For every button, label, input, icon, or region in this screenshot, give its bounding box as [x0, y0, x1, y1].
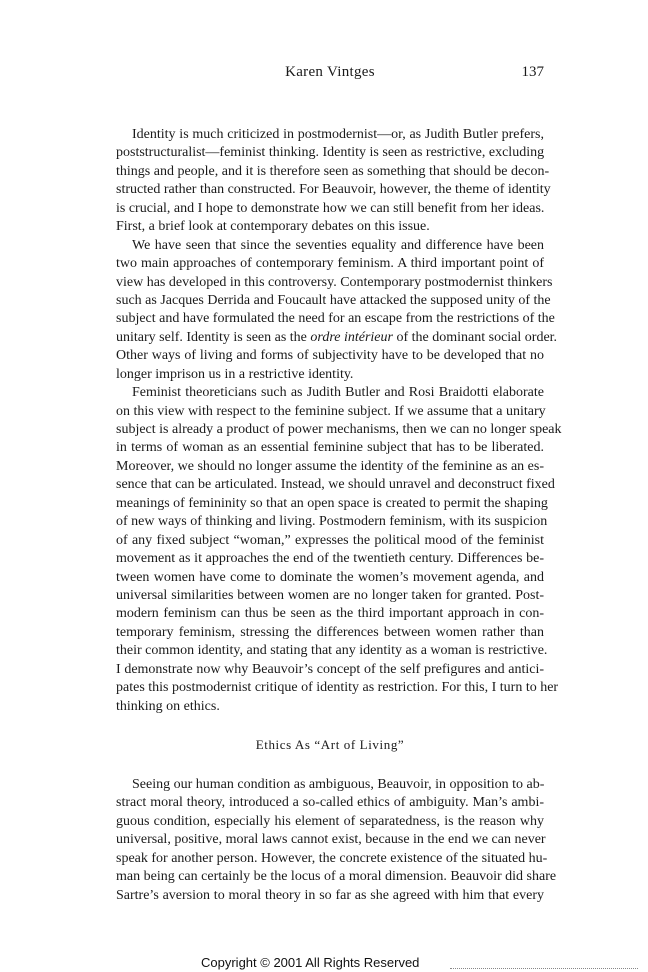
- copyright-notice: Copyright © 2001 All Rights Reserved: [201, 955, 420, 970]
- section-heading: Ethics As “Art of Living”: [255, 737, 405, 752]
- text-line-start: unitary self. Identity is seen as the: [116, 329, 307, 345]
- text-line: universal, positive, moral laws cannot exist, because in the end we can never: [116, 832, 546, 848]
- text-line: is crucial, and I hope to demonstrate how we can still benefit from her ideas.: [116, 200, 545, 216]
- text-line: speak for another person. However, the concrete existence of the situated hu-: [116, 850, 548, 866]
- text-line-with-italic: [116, 329, 558, 347]
- text-line: in terms of woman as an essential feminine subject that has to be liberated.: [116, 440, 544, 456]
- text-line: things and people, and it is therefore seen as something that should be decon-: [116, 163, 550, 179]
- text-line: of new ways of thinking and living. Postmodern feminism, with its suspicion: [116, 514, 548, 530]
- text-line-end: of the dominant social order.: [392, 329, 558, 345]
- text-line: of any fixed subject “woman,” expresses the political mood of the feminist: [116, 532, 544, 548]
- text-line: stract moral theory, introduced a so-called ethics of ambiguity. Man’s ambi-: [116, 795, 544, 811]
- text-line: Feminist theoreticians such as Judith Butler and Rosi Braidotti elaborate: [132, 385, 544, 401]
- text-line: movement as it approaches the end of the twentieth century. Differences be-: [116, 551, 544, 567]
- italic-phrase: ordre intérieur: [310, 329, 393, 345]
- text-line: subject is already a product of power mechanisms, then we can no longer speak: [116, 422, 562, 437]
- text-line: Seeing our human condition as ambiguous, Beauvoir, in opposition to ab-: [132, 777, 545, 792]
- running-head-author: Karen Vintges: [285, 64, 375, 80]
- text-line: universal similarities between women are no longer taken for granted. Post-: [116, 587, 544, 603]
- footer-dotted-rule: [450, 968, 638, 969]
- text-line: sence that can be articulated. Instead, we should unravel and deconstruct fixed: [116, 477, 555, 493]
- page-number: 137: [521, 64, 544, 80]
- text-line: their common identity, and stating that any identity as a woman is restrictive.: [116, 643, 548, 659]
- text-line: two main approaches of contemporary feminism. A third important point of: [116, 256, 544, 272]
- text-line: Sartre’s aversion to moral theory in so far as she agreed with him that every: [116, 887, 544, 903]
- text-line: Other ways of living and forms of subjectivity have to be developed that no: [116, 348, 544, 364]
- text-line: such as Jacques Derrida and Foucault have attacked the supposed unity of the: [116, 292, 551, 308]
- text-line: We have seen that since the seventies equality and difference have been: [132, 237, 544, 253]
- text-line: tween women have come to dominate the women’s movement agenda, and: [116, 569, 544, 585]
- text-line: structed rather than constructed. For Beauvoir, however, the theme of identity: [116, 182, 551, 198]
- text-line: guous condition, especially his element of separatedness, is the reason why: [116, 813, 544, 829]
- body-text: [116, 126, 562, 905]
- text-line: I demonstrate now why Beauvoir’s concept of the self prefigures and antici-: [116, 661, 544, 677]
- text-line: Moreover, we should no longer assume the identity of the feminine as an es-: [116, 458, 544, 474]
- text-line: subject and have formulated the need for an escape from the restrictions of the: [116, 311, 555, 327]
- text-line: meanings of femininity so that an open space is created to permit the shaping: [116, 495, 548, 511]
- text-line: thinking on ethics.: [116, 698, 220, 714]
- running-head: [116, 64, 544, 84]
- text-line: pates this postmodernist critique of identity as restriction. For this, I turn to her: [116, 680, 559, 696]
- text-line: man being can certainly be the locus of a moral dimension. Beauvoir did share: [116, 869, 557, 885]
- text-line: longer imprison us in a restrictive identity.: [116, 366, 354, 382]
- text-line: poststructuralist—feminist thinking. Identity is seen as restrictive, excluding: [116, 145, 545, 161]
- text-line: Identity is much criticized in postmodernist—or, as Judith Butler prefers,: [132, 127, 544, 142]
- text-line: on this view with respect to the feminine subject. If we assume that a unitary: [116, 403, 546, 419]
- text-line: temporary feminism, stressing the differences between women rather than: [116, 624, 544, 640]
- text-line: modern feminism can thus be seen as the third important approach in con-: [116, 606, 544, 622]
- text-line: First, a brief look at contemporary debates on this issue.: [116, 219, 430, 235]
- text-line: view has developed in this controversy. Contemporary postmodernist thinkers: [116, 274, 553, 290]
